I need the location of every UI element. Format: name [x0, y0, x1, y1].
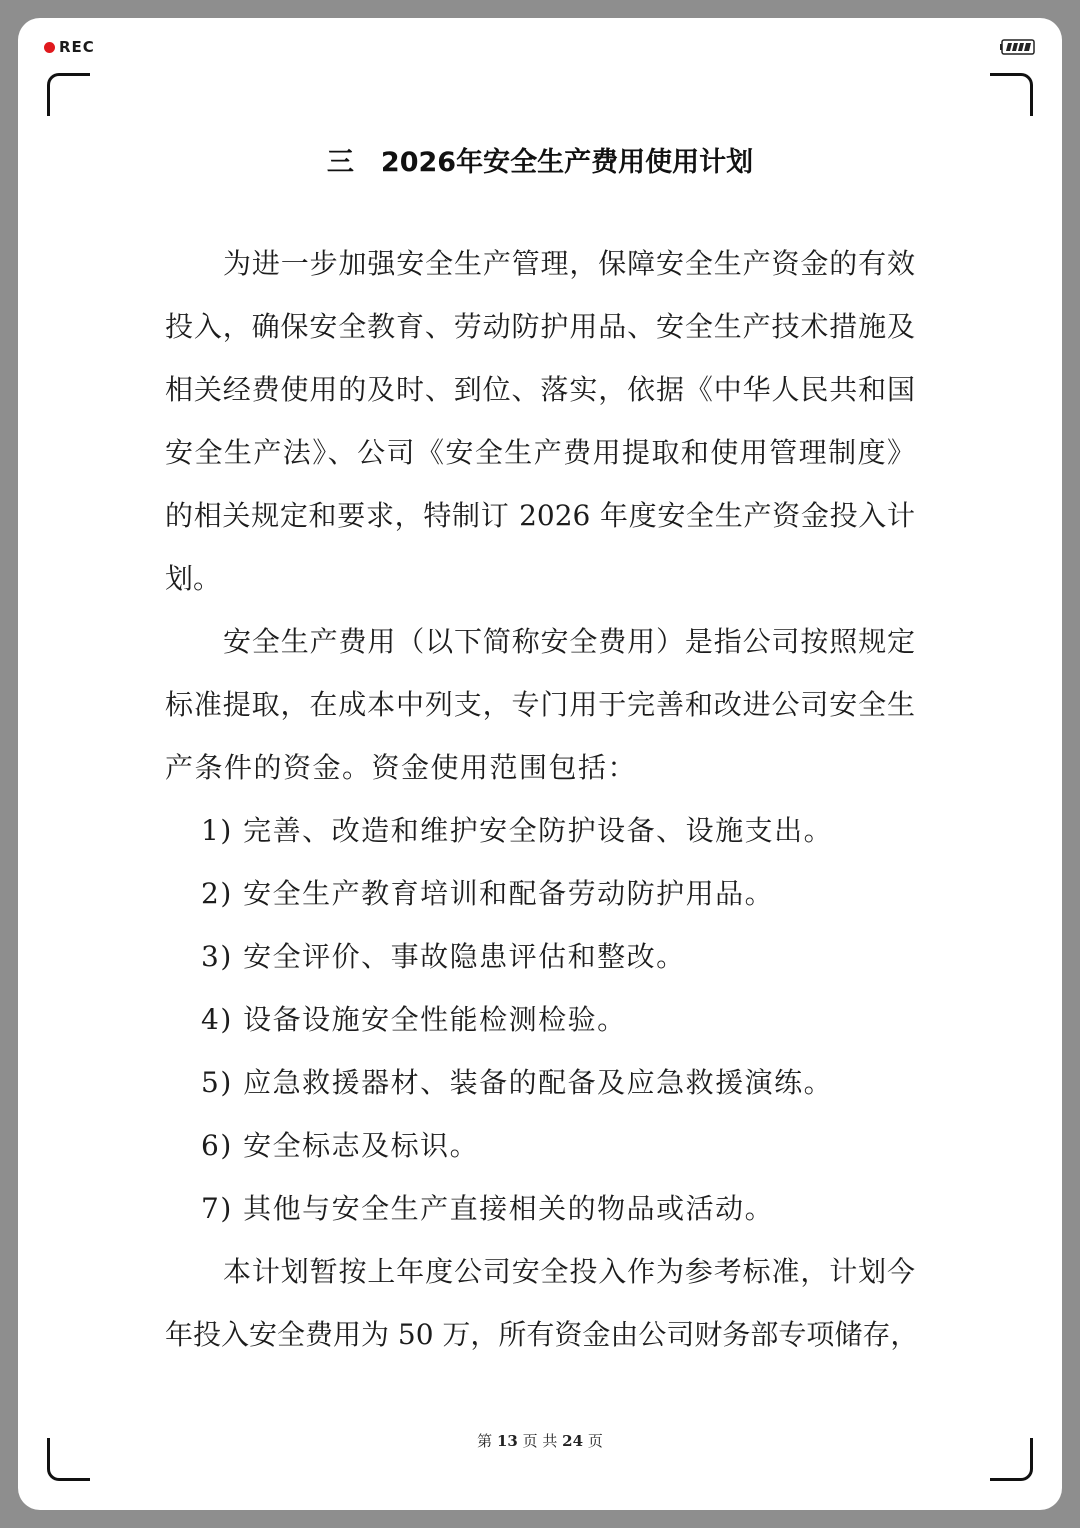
current-page-number: 13	[496, 1432, 518, 1450]
paragraph-line: 本计划暂按上年度公司安全投入作为参考标准，计划今	[223, 1255, 915, 1288]
rec-label: REC	[59, 38, 95, 56]
list-item: 6) 安全标志及标识。	[201, 1129, 480, 1162]
paragraph-line: 投入，确保安全教育、劳动防护用品、安全生产技术措施及	[165, 310, 915, 343]
list-item: 3) 安全评价、事故隐患评估和整改。	[201, 940, 686, 973]
viewfinder-corner-top-left	[47, 73, 90, 116]
list-item: 1) 完善、改造和维护安全防护设备、设施支出。	[201, 814, 834, 847]
paragraph-line: 标准提取，在成本中列支，专门用于完善和改进公司安全生	[165, 688, 915, 721]
viewfinder-corner-top-right	[990, 73, 1033, 116]
paragraph-line: 相关经费使用的及时、到位、落实，依据《中华人民共和国	[165, 373, 915, 406]
page-footer	[18, 1430, 1062, 1451]
page-footer-middle: 页 共	[522, 1432, 558, 1450]
document-page	[18, 18, 1062, 1510]
section-title: 三 2026年安全生产费用使用计划	[326, 147, 754, 178]
paragraph-line: 为进一步加强安全生产管理，保障安全生产资金的有效	[223, 247, 915, 280]
page-footer-suffix: 页	[587, 1432, 603, 1450]
rec-indicator	[44, 38, 95, 56]
list-item: 2) 安全生产教育培训和配备劳动防护用品。	[201, 877, 775, 910]
paragraph-line: 划。	[165, 562, 222, 595]
paragraph-line: 产条件的资金。资金使用范围包括：	[165, 751, 638, 784]
record-dot-icon	[44, 42, 55, 53]
list-item: 5) 应急救援器材、装备的配备及应急救援演练。	[201, 1066, 834, 1099]
paragraph-line: 安全生产法》、公司《安全生产费用提取和使用管理制度》	[165, 436, 915, 469]
list-item: 7) 其他与安全生产直接相关的物品或活动。	[201, 1192, 775, 1225]
page-footer-prefix: 第	[477, 1432, 493, 1450]
paragraph-line: 安全生产费用（以下简称安全费用）是指公司按照规定	[223, 625, 915, 658]
total-page-number: 24	[562, 1432, 584, 1450]
paragraph-line: 年投入安全费用为 50 万，所有资金由公司财务部专项储存，	[165, 1318, 919, 1351]
paragraph-line: 的相关规定和要求，特制订 2026 年度安全生产资金投入计	[165, 499, 915, 532]
battery-full-icon	[1000, 39, 1036, 55]
list-item: 4) 设备设施安全性能检测检验。	[201, 1003, 627, 1036]
